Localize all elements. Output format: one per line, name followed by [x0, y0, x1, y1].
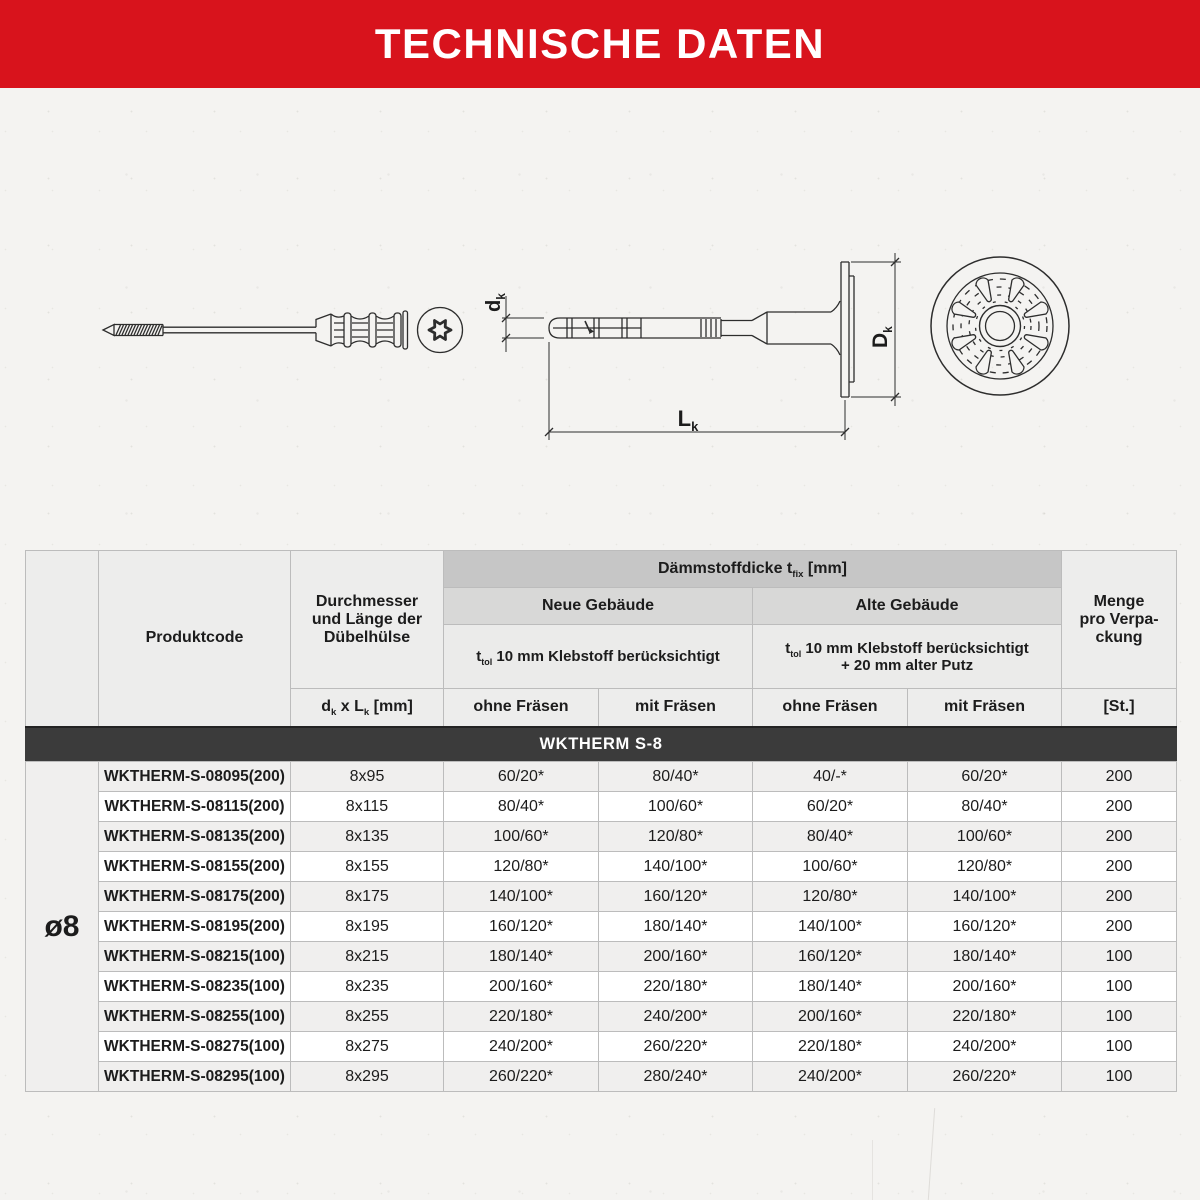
value-cell: 100/60* — [444, 822, 599, 852]
header-produktcode: Produktcode — [99, 551, 291, 727]
value-cell: 160/120* — [753, 942, 908, 972]
dim-label-Dk: $D_k$ — [869, 326, 895, 348]
value-cell: 140/100* — [753, 912, 908, 942]
value-cell: 60/20* — [908, 762, 1062, 792]
size-cell: 8x275 — [291, 1032, 444, 1062]
table-row — [26, 912, 1177, 942]
value-cell: 140/100* — [908, 882, 1062, 912]
qty-cell: 100 — [1062, 1002, 1177, 1032]
value-cell: 140/100* — [444, 882, 599, 912]
table-row — [26, 792, 1177, 822]
value-cell: 200/160* — [599, 942, 753, 972]
page-title: TECHNISCHE DATEN — [374, 20, 826, 67]
dim-label-dk: $d_k$ — [483, 293, 508, 312]
value-cell: 180/140* — [444, 942, 599, 972]
size-cell: 8x255 — [291, 1002, 444, 1032]
qty-cell: 100 — [1062, 972, 1177, 1002]
value-cell: 160/120* — [908, 912, 1062, 942]
product-code: WKTHERM-S-08215(100) — [99, 942, 291, 972]
table-row — [26, 942, 1177, 972]
value-cell: 180/140* — [908, 942, 1062, 972]
table-row — [26, 852, 1177, 882]
header-alte-gebaeude: Alte Gebäude — [753, 588, 1062, 625]
header-mit-fraesen-alte: mit Fräsen — [908, 689, 1062, 727]
torx-head-top-view — [418, 308, 463, 353]
qty-cell: 200 — [1062, 822, 1177, 852]
title-banner — [0, 0, 1200, 88]
value-cell: 280/240* — [599, 1062, 753, 1092]
group-header-wktherm-s8: WKTHERM S-8 — [26, 727, 1177, 762]
product-code: WKTHERM-S-08155(200) — [99, 852, 291, 882]
value-cell: 160/120* — [599, 882, 753, 912]
value-cell: 220/180* — [908, 1002, 1062, 1032]
qty-cell: 100 — [1062, 1032, 1177, 1062]
header-ttol-neue: $t_{tol}$ 10 mm Klebstoff berücksichtigt — [444, 625, 753, 689]
value-cell: 240/200* — [908, 1032, 1062, 1062]
value-cell: 100/60* — [753, 852, 908, 882]
header-st-unit: [St.] — [1062, 689, 1177, 727]
value-cell: 80/40* — [908, 792, 1062, 822]
product-code: WKTHERM-S-08115(200) — [99, 792, 291, 822]
value-cell: 260/220* — [599, 1032, 753, 1062]
header-ohne-fraesen-alte: ohne Fräsen — [753, 689, 908, 727]
dowel-side-view — [483, 253, 901, 440]
header-daemmstoffdicke: Dämmstoffdicke $t_{fix}$ [mm] — [444, 551, 1062, 588]
size-cell: 8x95 — [291, 762, 444, 792]
qty-cell: 200 — [1062, 792, 1177, 822]
table-row — [26, 762, 1177, 792]
value-cell: 240/200* — [444, 1032, 599, 1062]
size-cell: 8x215 — [291, 942, 444, 972]
size-cell: 8x295 — [291, 1062, 444, 1092]
value-cell: 120/80* — [599, 822, 753, 852]
value-cell: 120/80* — [908, 852, 1062, 882]
value-cell: 80/40* — [753, 822, 908, 852]
value-cell: 40/-* — [753, 762, 908, 792]
value-cell: 240/200* — [599, 1002, 753, 1032]
size-cell: 8x175 — [291, 882, 444, 912]
value-cell: 80/40* — [599, 762, 753, 792]
product-code: WKTHERM-S-08295(100) — [99, 1062, 291, 1092]
value-cell: 80/40* — [444, 792, 599, 822]
value-cell: 120/80* — [444, 852, 599, 882]
header-menge: Menge pro Verpa- ckung — [1062, 551, 1177, 689]
value-cell: 100/60* — [599, 792, 753, 822]
table-row — [26, 1002, 1177, 1032]
value-cell: 240/200* — [753, 1062, 908, 1092]
size-cell: 8x235 — [291, 972, 444, 1002]
header-durchmesser: Durchmesser und Länge der Dübelhülse — [291, 551, 444, 689]
table-row — [26, 972, 1177, 1002]
size-cell: 8x135 — [291, 822, 444, 852]
value-cell: 220/180* — [599, 972, 753, 1002]
value-cell: 160/120* — [444, 912, 599, 942]
qty-cell: 100 — [1062, 942, 1177, 972]
value-cell: 260/220* — [444, 1062, 599, 1092]
header-ohne-fraesen-neue: ohne Fräsen — [444, 689, 599, 727]
size-cell: 8x155 — [291, 852, 444, 882]
value-cell: 60/20* — [753, 792, 908, 822]
qty-cell: 200 — [1062, 912, 1177, 942]
qty-cell: 200 — [1062, 762, 1177, 792]
value-cell: 100/60* — [908, 822, 1062, 852]
value-cell: 120/80* — [753, 882, 908, 912]
header-diameter-spacer — [26, 551, 99, 727]
product-code: WKTHERM-S-08095(200) — [99, 762, 291, 792]
screw-side-view — [103, 311, 408, 349]
value-cell: 180/140* — [599, 912, 753, 942]
value-cell: 220/180* — [444, 1002, 599, 1032]
qty-cell: 200 — [1062, 852, 1177, 882]
header-ttol-alte: $t_{tol}$ 10 mm Klebstoff berücksichtigt + 20 mm alter Putz — [753, 625, 1062, 689]
dim-label-Lk: $L_k$ — [677, 406, 699, 434]
header-dk-lk: $d_k$ x $L_k$ [mm] — [291, 689, 444, 727]
value-cell: 60/20* — [444, 762, 599, 792]
plate-top-view — [931, 257, 1069, 395]
table-row — [26, 882, 1177, 912]
value-cell: 180/140* — [753, 972, 908, 1002]
diameter-label: ø8 — [26, 762, 99, 1092]
size-cell: 8x195 — [291, 912, 444, 942]
table-row — [26, 822, 1177, 852]
size-cell: 8x115 — [291, 792, 444, 822]
product-code: WKTHERM-S-08255(100) — [99, 1002, 291, 1032]
table-row — [26, 1062, 1177, 1092]
value-cell: 200/160* — [444, 972, 599, 1002]
table-row — [26, 1032, 1177, 1062]
product-code: WKTHERM-S-08275(100) — [99, 1032, 291, 1062]
qty-cell: 100 — [1062, 1062, 1177, 1092]
product-code: WKTHERM-S-08175(200) — [99, 882, 291, 912]
value-cell: 260/220* — [908, 1062, 1062, 1092]
header-neue-gebaeude: Neue Gebäude — [444, 588, 753, 625]
product-code: WKTHERM-S-08235(100) — [99, 972, 291, 1002]
qty-cell: 200 — [1062, 882, 1177, 912]
paper-crease — [872, 1140, 873, 1200]
header-mit-fraesen-neue: mit Fräsen — [599, 689, 753, 727]
technical-data-table — [25, 550, 1177, 1092]
value-cell: 200/160* — [908, 972, 1062, 1002]
technical-drawings — [0, 225, 1200, 465]
product-code: WKTHERM-S-08135(200) — [99, 822, 291, 852]
value-cell: 200/160* — [753, 1002, 908, 1032]
value-cell: 140/100* — [599, 852, 753, 882]
paper-crease — [928, 1108, 935, 1200]
value-cell: 220/180* — [753, 1032, 908, 1062]
product-code: WKTHERM-S-08195(200) — [99, 912, 291, 942]
